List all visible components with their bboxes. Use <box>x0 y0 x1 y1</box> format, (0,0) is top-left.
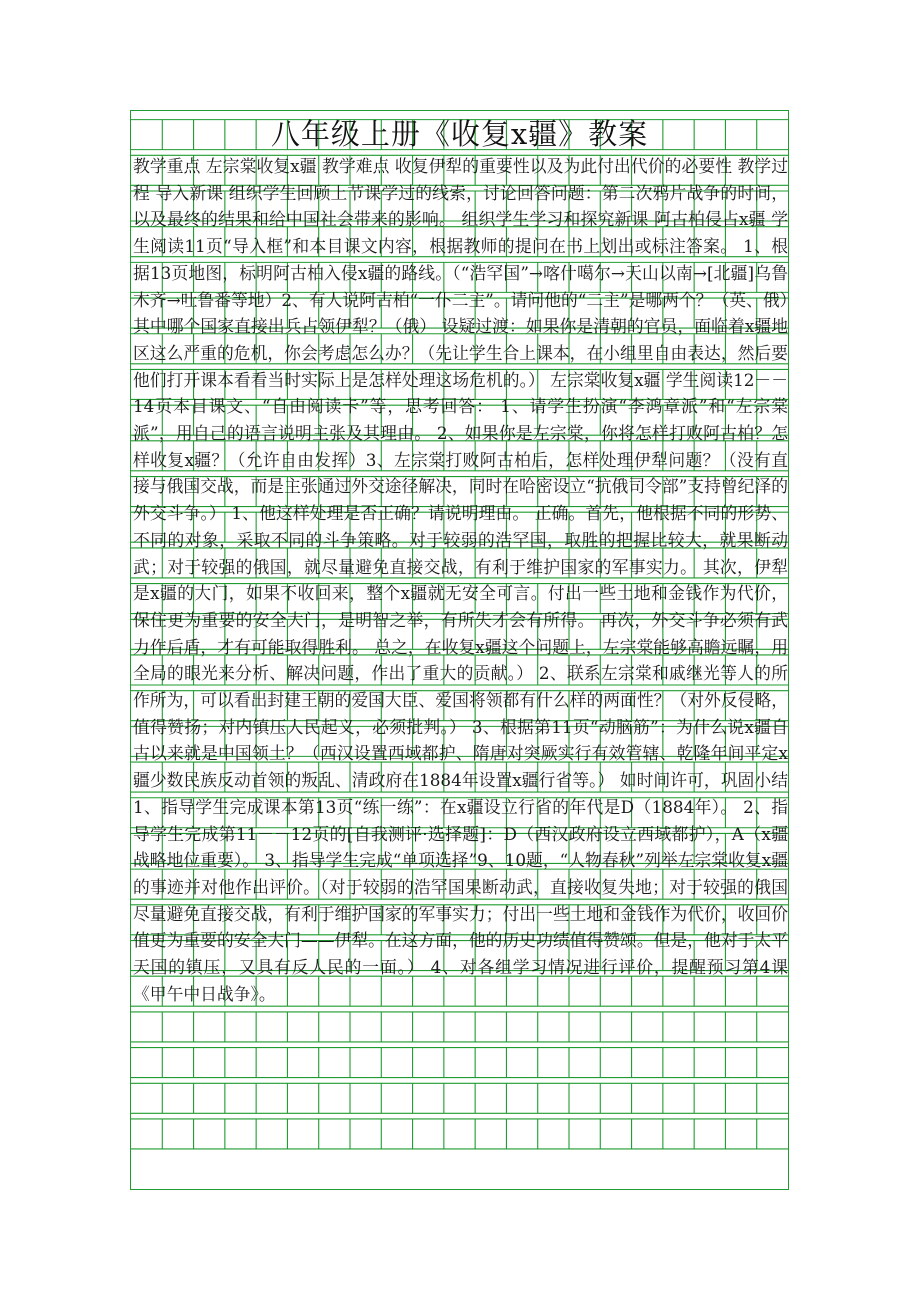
practice-grid-sheet <box>130 110 789 1190</box>
document-body: 教学重点 左宗棠收复x疆 教学难点 收复伊犁的重要性以及为此付出代价的必要性 教学过程 导入新课 组织学生回顾上节课学过的线索，讨论回答问题：第二次鸦片战争的时间，以及最终的结果和给中国社会带来的影响。 组织学生学习和探究新课 阿古柏侵占x疆 学生阅读11页“导入框”和本目课文内容，根据教师的提问在书上划出或标注答案。 1、根据13页地图，标明阿古柏入侵x疆的路线。（“浩罕国”→喀什噶尔→天山以南→[北疆]乌鲁木齐→吐鲁番等地）2、有人说阿古柏“一仆二主”。请问他的“二主”是哪两个？（英、俄）其中哪个国家直接出兵占领伊犁？（俄） 设疑过渡：如果你是清朝的官员，面临着x疆地区这么严重的危机，你会考虑怎么办？（先让学生合上课本，在小组里自由表达，然后要他们打开课本看看当时实际上是怎样处理这场危机的。） 左宗棠收复x疆 学生阅读12－－14页本目课文、“自由阅读卡”等，思考回答： 1、请学生扮演“李鸿章派”和“左宗棠派”，用自己的语言说明主张及其理由。 2、如果你是左宗棠，你将怎样打败阿古柏？怎样收复x疆？（允许自由发挥）3、左宗棠打败阿古柏后，怎样处理伊犁问题？（没有直接与俄国交战，而是主张通过外交途径解决，同时在哈密设立“抗俄司令部”支持曾纪泽的外交斗争。） 1、他这样处理是否正确？请说明理由。 正确。首先，他根据不同的形势、不同的对象，采取不同的斗争策略。对于较弱的浩罕国，取胜的把握比较大，就果断动武；对于较强的俄国，就尽量避免直接交战，有利于维护国家的军事实力。 其次，伊犁是x疆的大门，如果不收回来，整个x疆就无安全可言。付出一些土地和金钱作为代价，保住更为重要的安全大门，是明智之举，有所失才会有所得。 再次，外交斗争必须有武力作后盾，才有可能取得胜利。 总之，在收复x疆这个问题上，左宗棠能够高瞻远瞩，用全局的眼光来分析、解决问题，作出了重大的贡献。） 2、联系左宗棠和戚继光等人的所作所为，可以看出封建王朝的爱国大臣、爱国将领都有什么样的两面性？（对外反侵略，值得赞扬；对内镇压人民起义，必须批判。） 3、根据第11页“动脑筋”：为什么说x疆自古以来就是中国领土？（西汉设置西域都护、隋唐对突厥实行有效管辖、乾隆年间平定x疆少数民族反动首领的叛乱、清政府在1884年设置x疆行省等。） 如时间许可，巩固小结 1、指导学生完成课本第13页“练一练”：在x疆设立行省的年代是D（1884年）。 2、指导学生完成第11－－12页的[自我测评·选择题]：D（西汉政府设立西域都护），A（x疆战略地位重要）。 3、指导学生完成“单项选择”9、10题，“人物春秋”列举左宗棠收复x疆的事迹并对他作出评价。（对于较弱的浩罕国果断动武，直接收复失地；对于较强的俄国尽量避免直接交战，有利于维护国家的军事实力；付出一些土地和金钱作为代价，收回价值更为重要的安全大门——伊犁。在这方面，他的历史功绩值得赞颂。但是，他对于太平天国的镇压，又具有反人民的一面。） 4、对各组学习情况进行评价，提醒预习第4课《甲午中日战争》。 <box>133 156 788 1004</box>
document-title: 八年级上册《收复x疆》教案 <box>270 117 649 151</box>
